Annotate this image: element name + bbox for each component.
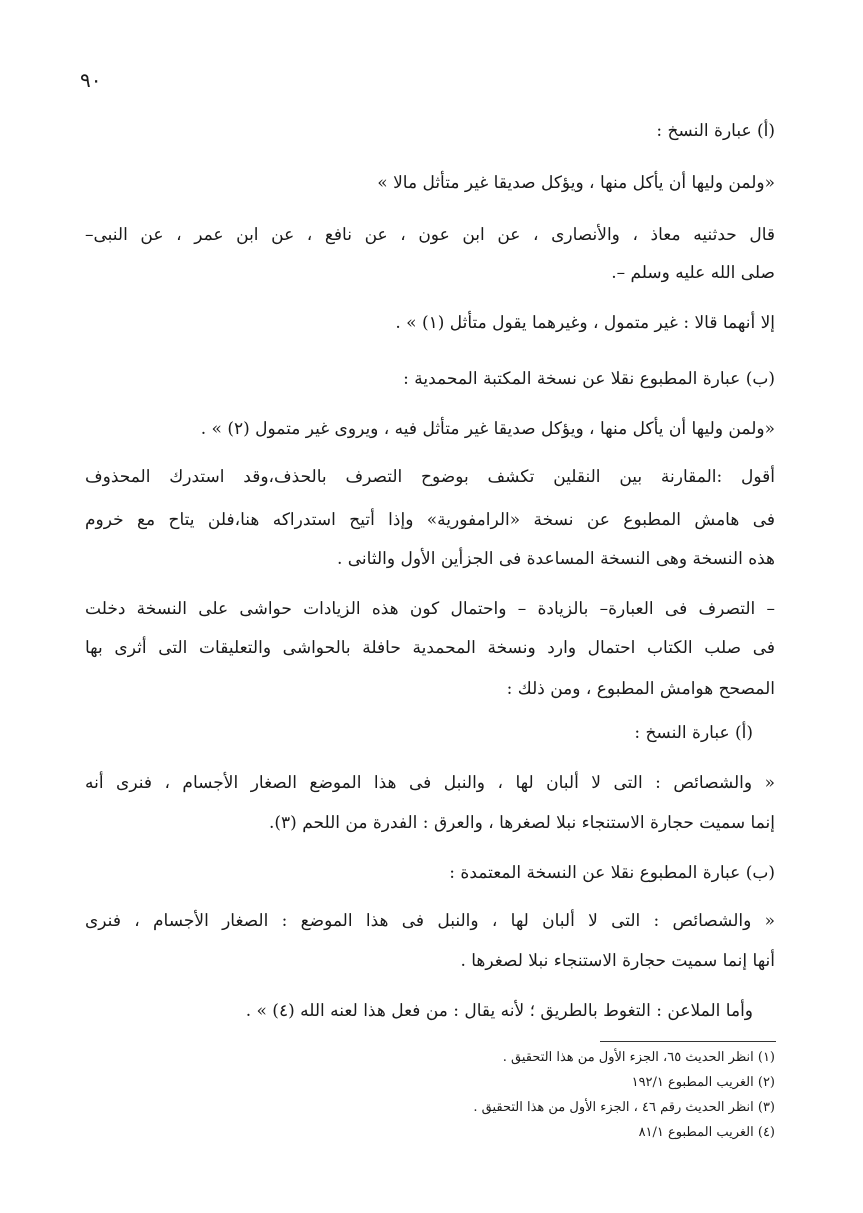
paragraph-line: هذه النسخة وهى النسخة المساعدة فى الجزأين الأول والثانى .: [336, 549, 775, 569]
isnad-line: قال حدثنيه معاذ ، والأنصارى ، عن ابن عون ، عن نافع ، عن ابن عمر ، عن النبى–: [85, 225, 775, 245]
quote-line: أنها إنما سميت حجارة الاستنجاء نبلا لصغرها .: [460, 951, 775, 971]
quote-line: «ولمن وليها أن يأكل منها ، ويؤكل صديقا غير متأثل فيه ، ويروى غير متمول (٢) » .: [200, 419, 775, 439]
paragraph-line: المصحح هوامش المطبوع ، ومن ذلك :: [506, 679, 775, 699]
footnote-2: (٢) الغريب المطبوع ١٩٢/١: [631, 1075, 775, 1090]
paragraph-line: أقول :المقارنة بين النقلين تكشف بوضوح التصرف بالحذف،وقد استدرك المحذوف: [85, 467, 775, 487]
variant-line: إلا أنهما قالا : غير متمول ، وغيرهما يقول متأثل (١) » .: [395, 313, 775, 333]
section-a-heading: (أ) عبارة النسخ :: [656, 121, 775, 141]
section-b-heading: (ب) عبارة المطبوع نقلا عن النسخة المعتمدة :: [449, 863, 775, 883]
footnote-1: (١) انظر الحديث ٦٥، الجزء الأول من هذا التحقيق .: [502, 1050, 775, 1065]
quote-line: إنما سميت حجارة الاستنجاء نبلا لصغرها ، والعرق : الفدرة من اللحم (٣).: [268, 813, 775, 833]
footnote-3: (٣) انظر الحديث رقم ٤٦ ، الجزء الأول من هذا التحقيق .: [473, 1100, 775, 1115]
quote-line: وأما الملاعن : التغوط بالطريق ؛ لأنه يقال : من فعل هذا لعنه الله (٤) » .: [245, 1001, 753, 1021]
section-a-heading: (أ) عبارة النسخ :: [634, 723, 753, 743]
quote-line: «ولمن وليها أن يأكل منها ، ويؤكل صديقا غير متأثل مالا »: [377, 173, 775, 193]
paragraph-line: فى هامش المطبوع عن نسخة «الرامفورية» وإذا أتيح استدراكه هنا،فلن يتاح مع خروم: [85, 510, 775, 530]
quote-line: « والشصائص : التى لا ألبان لها ، والنبل فى هذا الموضع الصغار الأجسام ، فنرى أنه: [85, 773, 775, 793]
footnote-4: (٤) الغريب المطبوع ٨١/١: [638, 1125, 775, 1140]
footnote-divider: [600, 1041, 776, 1042]
paragraph-line: فى صلب الكتاب احتمال وارد ونسخة المحمدية حافلة بالحواشى والتعليقات التى أثرى بها: [85, 638, 775, 658]
section-b-heading: (ب) عبارة المطبوع نقلا عن نسخة المكتبة المحمدية :: [403, 369, 775, 389]
isnad-line-end: صلى الله عليه وسلم –.: [611, 263, 775, 283]
quote-line: « والشصائص : التى لا ألبان لها ، والنبل فى هذا الموضع : الصغار الأجسام ، فنرى: [85, 911, 775, 931]
paragraph-line: – التصرف فى العبارة– بالزيادة – واحتمال كون هذه الزيادات حواشى على النسخة دخلت: [85, 599, 775, 619]
page-number: ٩٠: [80, 68, 102, 92]
